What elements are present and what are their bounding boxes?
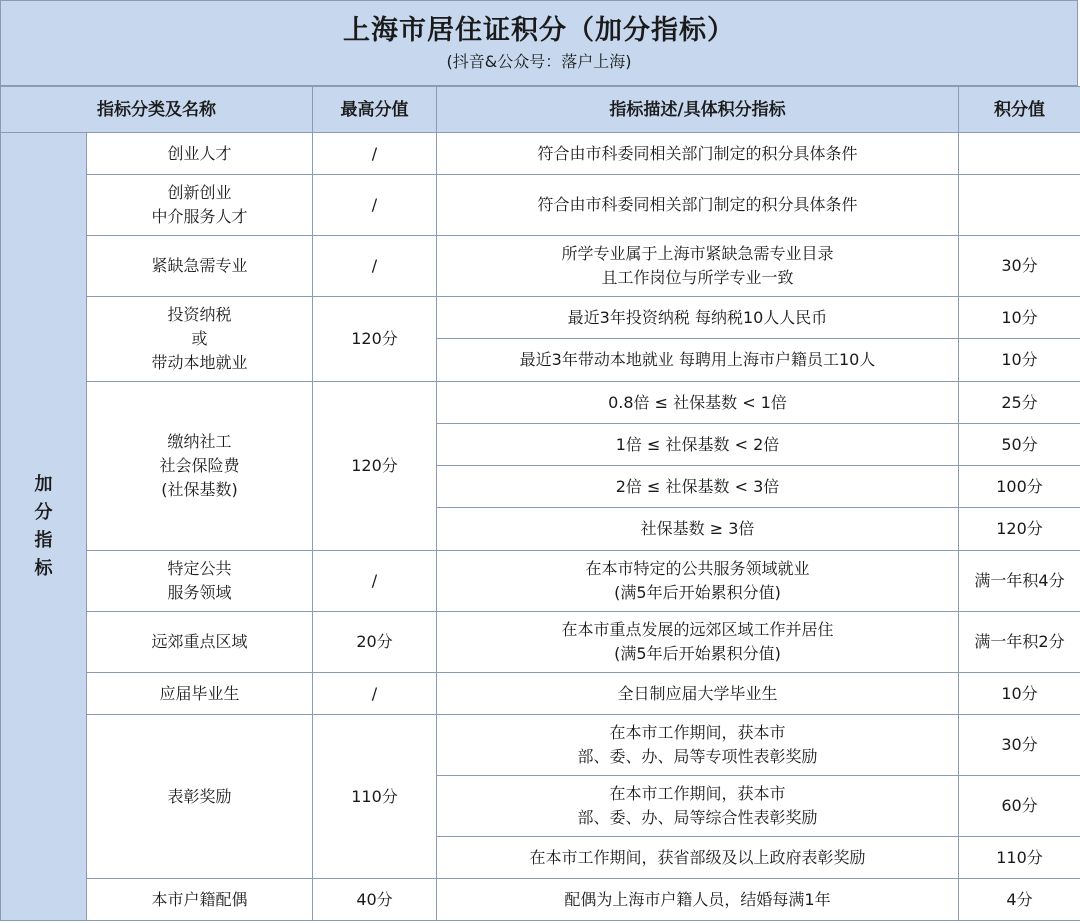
band-label-char: 加	[34, 473, 53, 495]
category-name-line: 本市户籍配偶	[151, 889, 248, 909]
description-cell	[437, 175, 959, 236]
description-line: 最近3年带动本地就业 每聘用上海市户籍员工10人	[519, 350, 876, 369]
category-name-cell	[87, 382, 313, 551]
table-row	[1, 236, 1080, 297]
points-cell: 10分	[959, 297, 1080, 339]
points-cell: 120分	[959, 508, 1080, 551]
max-score-cell: /	[313, 133, 437, 175]
table-row	[1, 382, 1080, 424]
category-name-cell	[87, 133, 313, 175]
points-cell: 60分	[959, 776, 1080, 837]
table-row	[1, 551, 1080, 612]
category-name-line: 紧缺急需专业	[151, 256, 248, 275]
max-score-cell: 40分	[313, 879, 437, 921]
category-name-line: (社保基数)	[161, 480, 238, 499]
description-line: 且工作岗位与所学专业一致	[601, 268, 794, 287]
category-name-line: 创业人才	[167, 143, 232, 163]
category-name-line: 中介服务人才	[151, 207, 248, 226]
table-row	[1, 879, 1080, 921]
category-name-line: 缴纳社工	[167, 432, 232, 451]
description-line: 2倍 ≤ 社保基数 < 3倍	[615, 476, 780, 496]
description-cell	[437, 673, 959, 715]
header-max-score: 最高分值	[313, 87, 437, 133]
max-score-cell: /	[313, 175, 437, 236]
category-name-line: 特定公共	[167, 559, 232, 578]
description-line: 在本市重点发展的远郊区域工作并居住	[561, 620, 834, 639]
description-line: 在本市工作期间，获省部级及以上政府表彰奖励	[529, 847, 866, 867]
description-line: 1倍 ≤ 社保基数 < 2倍	[615, 434, 780, 454]
category-name-line: 带动本地就业	[151, 353, 248, 372]
band-label-char: 分	[34, 501, 53, 523]
category-name-cell	[87, 879, 313, 921]
description-line: 在本市特定的公共服务领域就业	[585, 559, 810, 578]
category-name-cell	[87, 715, 313, 879]
description-line: 最近3年投资纳税 每纳税10人人民币	[567, 307, 828, 327]
description-line: 部、委、办、局等专项性表彰奖励	[577, 747, 818, 766]
description-cell	[437, 424, 959, 466]
description-line: (满5年后开始累积分值)	[614, 644, 781, 663]
band-label-char: 标	[34, 557, 53, 579]
category-name-line: 表彰奖励	[167, 786, 232, 806]
score-table	[0, 86, 1080, 921]
description-line: 社保基数 ≥ 3倍	[640, 519, 755, 538]
category-name-line: 投资纳税	[167, 305, 232, 324]
max-score-cell: 120分	[313, 382, 437, 551]
page-subtitle: (抖音&公众号：落户上海)	[446, 52, 632, 71]
category-name-cell	[87, 551, 313, 612]
description-cell	[437, 612, 959, 673]
description-line: 配偶为上海市户籍人员，结婚每满1年	[564, 889, 831, 909]
points-cell: 100分	[959, 466, 1080, 508]
description-line: (满5年后开始累积分值)	[614, 583, 781, 602]
points-cell	[959, 175, 1080, 236]
points-cell: 110分	[959, 837, 1080, 879]
points-cell: 25分	[959, 382, 1080, 424]
points-cell: 10分	[959, 673, 1080, 715]
table-row	[1, 612, 1080, 673]
table-row	[1, 175, 1080, 236]
points-cell: 30分	[959, 236, 1080, 297]
category-name-line: 创新创业	[167, 183, 232, 202]
max-score-cell: 20分	[313, 612, 437, 673]
table-row	[1, 133, 1080, 175]
description-cell	[437, 339, 959, 382]
max-score-cell: 110分	[313, 715, 437, 879]
title-banner	[0, 0, 1078, 86]
points-cell: 10分	[959, 339, 1080, 382]
table-row	[1, 673, 1080, 715]
description-cell	[437, 715, 959, 776]
page-title: 上海市居住证积分（加分指标）	[343, 15, 735, 46]
header-points: 积分值	[959, 87, 1080, 133]
category-name-cell	[87, 297, 313, 382]
max-score-cell: 120分	[313, 297, 437, 382]
description-cell	[437, 776, 959, 837]
description-cell	[437, 508, 959, 551]
description-cell	[437, 466, 959, 508]
description-cell	[437, 236, 959, 297]
category-name-line: 应届毕业生	[159, 683, 240, 703]
points-cell: 满一年积2分	[959, 612, 1080, 673]
points-cell: 50分	[959, 424, 1080, 466]
max-score-cell: /	[313, 673, 437, 715]
description-line: 在本市工作期间，获本市	[609, 723, 786, 742]
description-line: 符合由市科委同相关部门制定的积分具体条件	[537, 195, 858, 214]
category-name-line: 远郊重点区域	[151, 632, 248, 651]
header-description: 指标描述/具体积分指标	[437, 87, 959, 133]
description-line: 在本市工作期间，获本市	[609, 784, 786, 803]
header-row	[1, 87, 1080, 133]
table-row	[1, 297, 1080, 339]
description-line: 符合由市科委同相关部门制定的积分具体条件	[537, 143, 858, 163]
points-cell	[959, 133, 1080, 175]
category-name-line: 服务领域	[167, 583, 232, 602]
category-name-line: 社会保险费	[159, 456, 240, 475]
description-cell	[437, 382, 959, 424]
points-cell: 30分	[959, 715, 1080, 776]
description-line: 0.8倍 ≤ 社保基数 < 1倍	[608, 392, 787, 412]
points-cell: 满一年积4分	[959, 551, 1080, 612]
description-cell	[437, 133, 959, 175]
description-line: 所学专业属于上海市紧缺急需专业目录	[561, 244, 834, 263]
points-cell: 4分	[959, 879, 1080, 921]
table-row	[1, 715, 1080, 776]
description-cell	[437, 551, 959, 612]
category-name-line: 或	[191, 329, 208, 348]
header-category: 指标分类及名称	[1, 87, 313, 133]
category-name-cell	[87, 673, 313, 715]
description-cell	[437, 879, 959, 921]
description-cell	[437, 837, 959, 879]
description-line: 部、委、办、局等综合性表彰奖励	[577, 808, 818, 827]
category-name-cell	[87, 175, 313, 236]
description-cell	[437, 297, 959, 339]
category-name-cell	[87, 236, 313, 297]
max-score-cell: /	[313, 551, 437, 612]
category-name-cell	[87, 612, 313, 673]
band-label-cell	[1, 133, 87, 921]
max-score-cell: /	[313, 236, 437, 297]
description-line: 全日制应届大学毕业生	[617, 683, 778, 703]
band-label-char: 指	[34, 529, 53, 551]
